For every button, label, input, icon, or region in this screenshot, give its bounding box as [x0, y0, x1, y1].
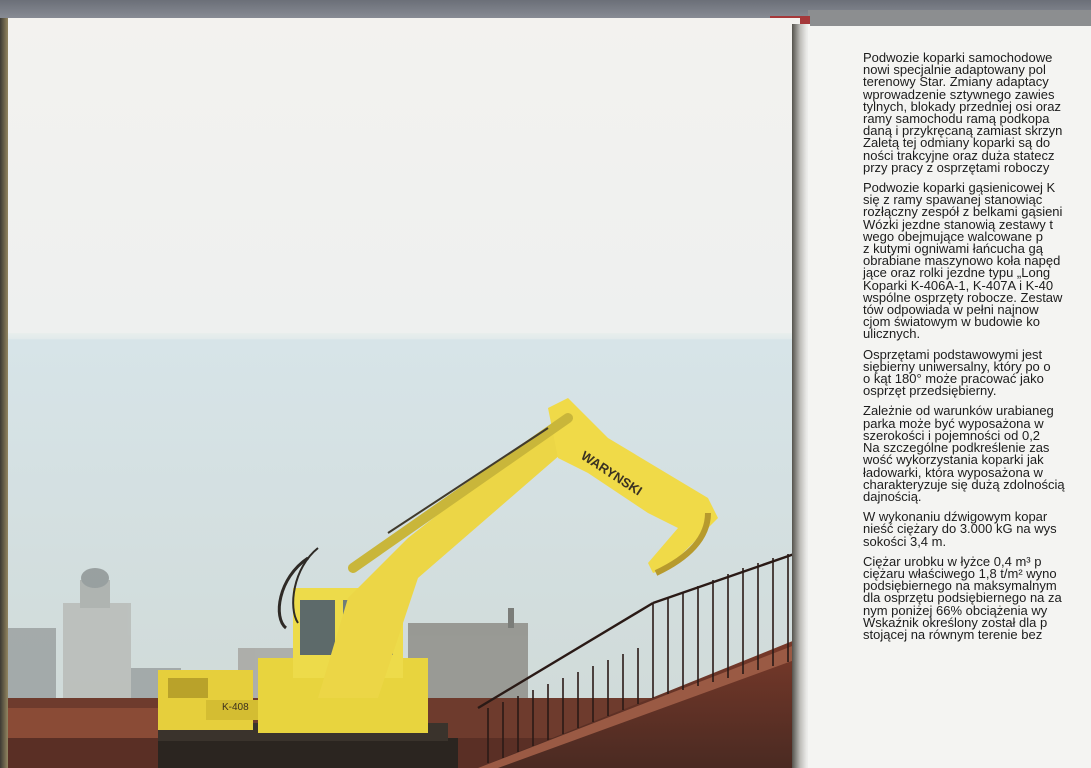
text-line: Ciężar urobku w łyżce 0,4 m³ p	[863, 553, 1042, 569]
text-line: wspólne osprzęty robocze. Zestaw	[863, 289, 1063, 305]
paragraph	[863, 182, 1091, 341]
text-line: sokości 3,4 m.	[863, 533, 947, 549]
body-text-column	[863, 52, 1091, 649]
text-line: wego obejmujące walcowane p	[863, 228, 1043, 244]
text-line: W wykonaniu dźwigowym kopar	[863, 509, 1048, 525]
text-line: parka może być wyposażona w	[863, 415, 1044, 431]
text-line: Koparki K-406A-1, K-407A i K-40	[863, 277, 1054, 293]
text-line: nieść ciężary do 3.000 kG na wys	[863, 521, 1057, 537]
text-line: ności trakcyjne oraz duża statecz	[863, 147, 1055, 163]
paragraph	[863, 346, 1091, 399]
text-line: osprzęt przedsiębierny.	[863, 383, 997, 399]
text-line: nowi specjalnie adaptowany pol	[863, 62, 1046, 78]
text-line: Zależnie od warunków urabianeg	[863, 403, 1054, 419]
text-line: Podwozie koparki gąsienicowej K	[863, 180, 1056, 196]
text-line: się z ramy spawanej stanowiąc	[863, 192, 1043, 208]
excavator-photo	[8, 18, 800, 768]
text-line: Zaletą tej odmiany koparki są do	[863, 135, 1051, 151]
text-line: wprowadzenie sztywnego zawies	[863, 86, 1055, 102]
text-line: o kąt 180° może pracować jako	[863, 371, 1044, 387]
text-line: charakteryzuje się dużą zdolnością	[863, 476, 1065, 492]
right-page	[808, 26, 1091, 768]
text-line: obrabiane maszynowo koła napęd	[863, 253, 1061, 269]
text-line: Wskaźnik określony został dla p	[863, 614, 1048, 630]
text-line: dla osprzętu podsiębiernego na za	[863, 590, 1062, 606]
text-line: siębierny uniwersalny, który po o	[863, 358, 1051, 374]
text-line: Na szczególne podkreślenie zas	[863, 440, 1050, 456]
text-line: z kutymi ogniwami łańcucha gą	[863, 241, 1043, 257]
paragraph	[863, 405, 1091, 503]
text-line: ramy samochodu ramą podkopa	[863, 111, 1050, 127]
paragraph	[863, 553, 1091, 642]
text-line: tylnych, blokady przedniej osi oraz	[863, 98, 1061, 114]
text-line: terenowy Star. Zmiany adaptacy	[863, 74, 1049, 90]
left-page	[0, 18, 800, 768]
text-line: ciężaru właściwego 1,8 t/m² wyno	[863, 565, 1057, 581]
text-line: wość wykorzystania koparki jak	[863, 452, 1044, 468]
text-line: podsiębiernego na maksymalnym	[863, 578, 1057, 594]
paragraph	[863, 52, 1091, 174]
text-line: Wózki jezdne stanowią zestawy t	[863, 216, 1054, 232]
text-line: przy pracy z osprzętami roboczy	[863, 159, 1050, 175]
model-plate: K-408	[222, 702, 249, 713]
text-line: Osprzętami podstawowymi jest	[863, 346, 1043, 362]
text-line: Podwozie koparki samochodowe	[863, 50, 1053, 65]
boom-brand-lettering: WARYNSKI	[578, 447, 645, 499]
text-line: szerokości i pojemności od 0,2	[863, 427, 1041, 443]
text-line: ładowarki, która wyposażona w	[863, 464, 1043, 480]
text-line: daną i przykręcaną zamiast skrzyn	[863, 123, 1063, 139]
text-line: tów odpowiada w pełni najnow	[863, 302, 1039, 318]
text-line: cjom światowym w budowie ko	[863, 314, 1041, 330]
text-line: nym poniżej 66% obciążenia wy	[863, 602, 1048, 618]
text-line: ulicznych.	[863, 326, 921, 342]
text-line: rozłączny zespół z belkami gąsieni	[863, 204, 1063, 220]
paragraph	[863, 511, 1091, 548]
text-line: stojącej na równym terenie bez	[863, 626, 1043, 642]
text-line: jące oraz rolki jezdne typu „Long	[863, 265, 1051, 281]
text-line: dajnością.	[863, 488, 922, 504]
